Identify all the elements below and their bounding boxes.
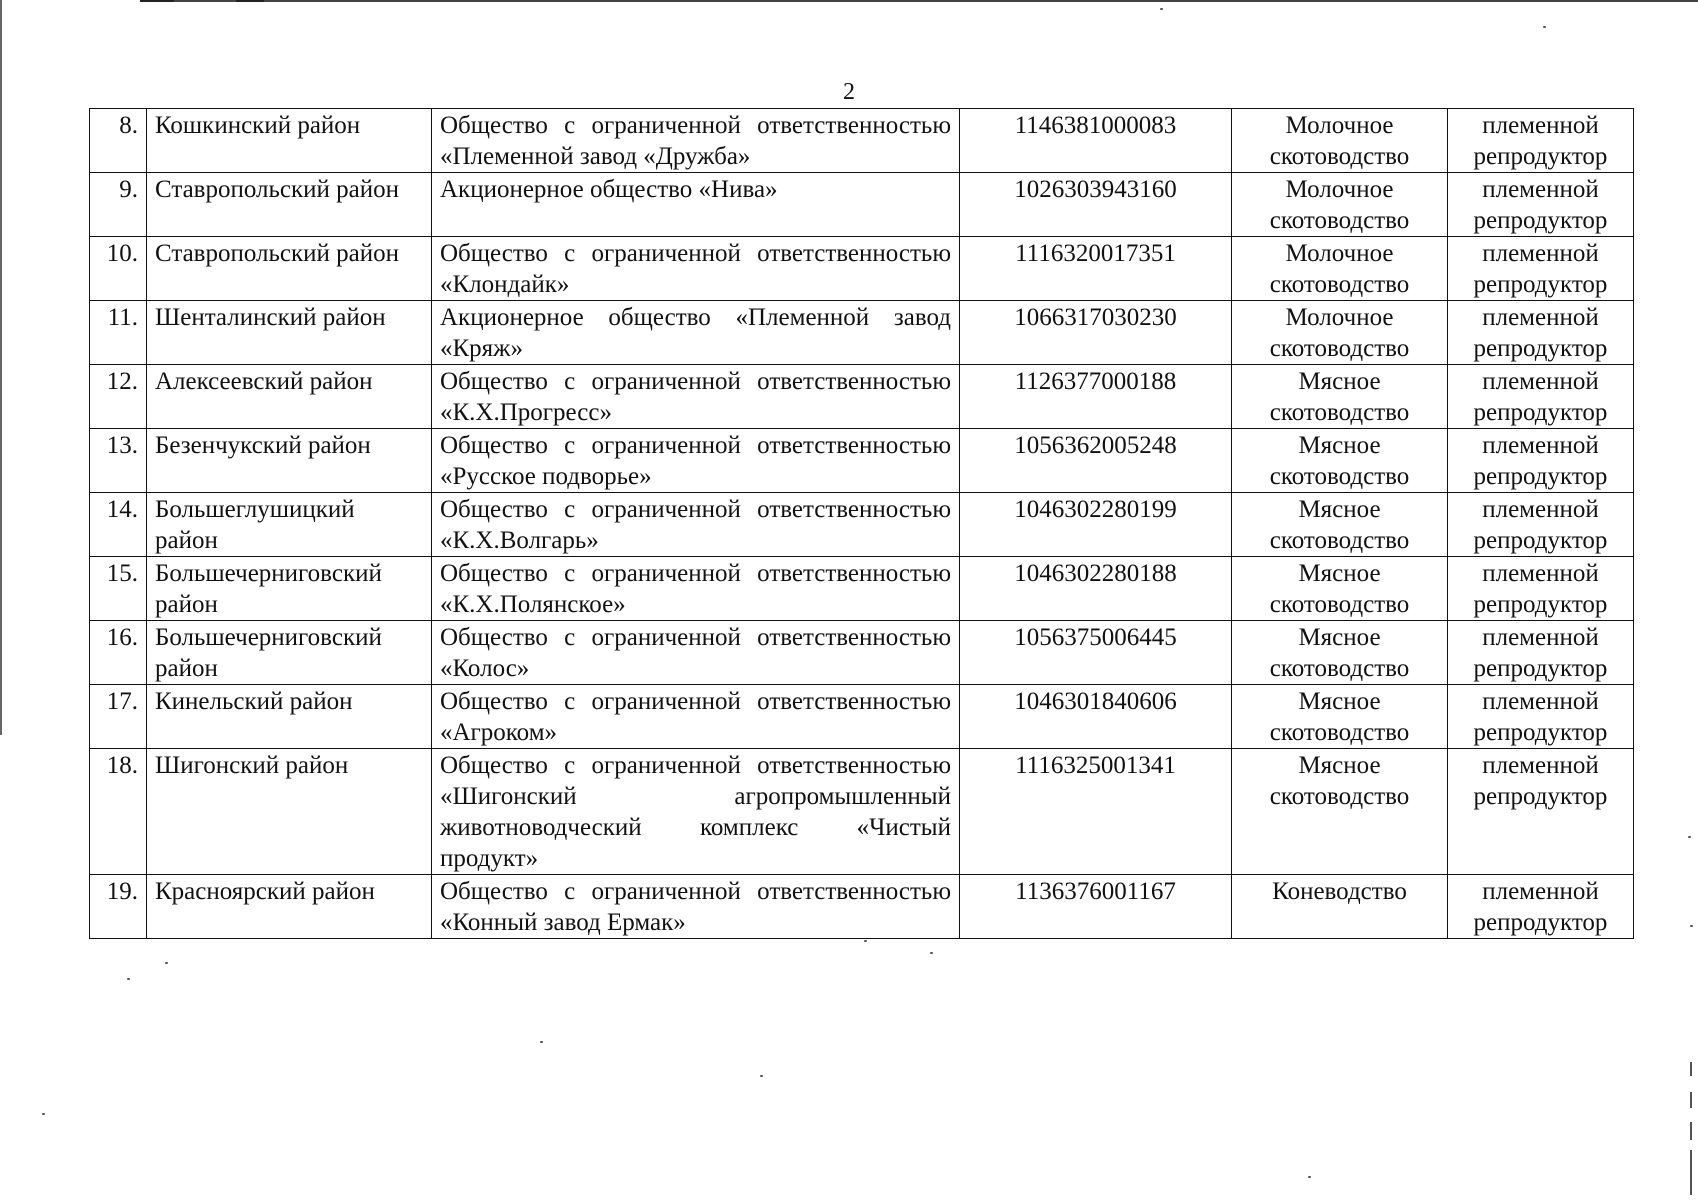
table-row	[90, 685, 1634, 749]
district-cell: Кинельский район	[147, 685, 432, 749]
table-row	[90, 621, 1634, 685]
direction-cell: Мясное скотоводство	[1232, 621, 1448, 685]
district-cell: Ставропольский район	[147, 173, 432, 237]
scan-speck	[760, 1075, 763, 1077]
ogrn-cell: 1046302280199	[960, 493, 1232, 557]
direction-cell: Мясное скотоводство	[1232, 557, 1448, 621]
district-cell: Большечерниговский район	[147, 621, 432, 685]
ogrn-cell: 1116320017351	[960, 237, 1232, 301]
row-number: 10.	[90, 237, 147, 301]
breeding-farms-table	[89, 108, 1634, 939]
direction-cell: Мясное скотоводство	[1232, 493, 1448, 557]
district-cell: Красноярский район	[147, 875, 432, 939]
row-number: 15.	[90, 557, 147, 621]
scan-speck	[1308, 1176, 1311, 1178]
district-cell: Шигонский район	[147, 749, 432, 875]
ogrn-cell: 1066317030230	[960, 301, 1232, 365]
status-cell: племенной репродуктор	[1448, 875, 1634, 939]
organization-cell: Акционерное общество «Племенной завод «Кряж»	[432, 301, 960, 365]
scan-speck	[540, 1041, 543, 1043]
organization-cell: Общество с ограниченной ответственностью «Колос»	[432, 621, 960, 685]
status-cell: племенной репродуктор	[1448, 429, 1634, 493]
organization-cell: Общество с ограниченной ответственностью «Русское подворье»	[432, 429, 960, 493]
district-cell: Кошкинский район	[147, 109, 432, 173]
status-cell: племенной репродуктор	[1448, 173, 1634, 237]
row-number: 14.	[90, 493, 147, 557]
direction-cell: Мясное скотоводство	[1232, 429, 1448, 493]
table-row	[90, 365, 1634, 429]
organization-cell: Общество с ограниченной ответственностью «Конный завод Ермак»	[432, 875, 960, 939]
ogrn-cell: 1146381000083	[960, 109, 1232, 173]
district-cell: Алексеевский район	[147, 365, 432, 429]
table-row	[90, 749, 1634, 875]
scan-edge-left	[0, 0, 2, 735]
table-row	[90, 237, 1634, 301]
ogrn-cell: 1116325001341	[960, 749, 1232, 875]
row-number: 17.	[90, 685, 147, 749]
status-cell: племенной репродуктор	[1448, 621, 1634, 685]
row-number: 13.	[90, 429, 147, 493]
status-cell: племенной репродуктор	[1448, 109, 1634, 173]
scan-mark	[1690, 1062, 1692, 1076]
table-row	[90, 493, 1634, 557]
ogrn-cell: 1046301840606	[960, 685, 1232, 749]
organization-cell: Общество с ограниченной ответственностью «К.Х.Волгарь»	[432, 493, 960, 557]
district-cell: Большеглушицкий район	[147, 493, 432, 557]
scan-speck	[127, 978, 130, 980]
row-number: 11.	[90, 301, 147, 365]
status-cell: племенной репродуктор	[1448, 685, 1634, 749]
organization-cell: Общество с ограниченной ответственностью «Племенной завод «Дружба»	[432, 109, 960, 173]
organization-cell: Общество с ограниченной ответственностью «К.Х.Прогресс»	[432, 365, 960, 429]
scan-speck	[1543, 26, 1546, 28]
scan-speck	[1688, 836, 1691, 838]
direction-cell: Мясное скотоводство	[1232, 685, 1448, 749]
row-number: 18.	[90, 749, 147, 875]
scan-mark	[1690, 1122, 1692, 1140]
district-cell: Безенчукский район	[147, 429, 432, 493]
scan-speck	[165, 962, 168, 964]
scan-speck	[864, 940, 867, 942]
direction-cell: Молочное скотоводство	[1232, 109, 1448, 173]
direction-cell: Мясное скотоводство	[1232, 749, 1448, 875]
status-cell: племенной репродуктор	[1448, 557, 1634, 621]
ogrn-cell: 1046302280188	[960, 557, 1232, 621]
row-number: 12.	[90, 365, 147, 429]
scan-speck	[930, 952, 933, 954]
direction-cell: Молочное скотоводство	[1232, 301, 1448, 365]
scan-speck	[1690, 925, 1693, 927]
ogrn-cell: 1026303943160	[960, 173, 1232, 237]
direction-cell: Коневодство	[1232, 875, 1448, 939]
organization-cell: Общество с ограниченной ответственностью «Шигонский агропромышленный животноводческий комплекс «Чистый продукт»	[432, 749, 960, 875]
direction-cell: Мясное скотоводство	[1232, 365, 1448, 429]
ogrn-cell: 1136376001167	[960, 875, 1232, 939]
scan-mark	[236, 0, 264, 2]
ogrn-cell: 1056362005248	[960, 429, 1232, 493]
district-cell: Большечерниговский район	[147, 557, 432, 621]
organization-cell: Общество с ограниченной ответственностью «Агроком»	[432, 685, 960, 749]
status-cell: племенной репродуктор	[1448, 493, 1634, 557]
status-cell: племенной репродуктор	[1448, 237, 1634, 301]
page-number: 2	[843, 79, 855, 105]
table-row	[90, 173, 1634, 237]
scan-edge-top	[140, 0, 1698, 2]
row-number: 16.	[90, 621, 147, 685]
row-number: 8.	[90, 109, 147, 173]
row-number: 9.	[90, 173, 147, 237]
scan-mark	[140, 0, 174, 2]
table-body	[90, 109, 1634, 939]
table-row	[90, 875, 1634, 939]
direction-cell: Молочное скотоводство	[1232, 173, 1448, 237]
district-cell: Ставропольский район	[147, 237, 432, 301]
organization-cell: Акционерное общество «Нива»	[432, 173, 960, 237]
status-cell: племенной репродуктор	[1448, 365, 1634, 429]
ogrn-cell: 1056375006445	[960, 621, 1232, 685]
direction-cell: Молочное скотоводство	[1232, 237, 1448, 301]
table-row	[90, 557, 1634, 621]
scan-speck	[1160, 8, 1163, 10]
status-cell: племенной репродуктор	[1448, 301, 1634, 365]
table-row	[90, 301, 1634, 365]
organization-cell: Общество с ограниченной ответственностью «К.Х.Полянское»	[432, 557, 960, 621]
district-cell: Шенталинский район	[147, 301, 432, 365]
scan-mark	[1690, 1092, 1692, 1108]
organization-cell: Общество с ограниченной ответственностью «Клондайк»	[432, 237, 960, 301]
ogrn-cell: 1126377000188	[960, 365, 1232, 429]
table-row	[90, 109, 1634, 173]
table-row	[90, 429, 1634, 493]
scan-speck	[42, 1113, 45, 1115]
row-number: 19.	[90, 875, 147, 939]
status-cell: племенной репродуктор	[1448, 749, 1634, 875]
scan-mark	[1690, 1150, 1692, 1195]
